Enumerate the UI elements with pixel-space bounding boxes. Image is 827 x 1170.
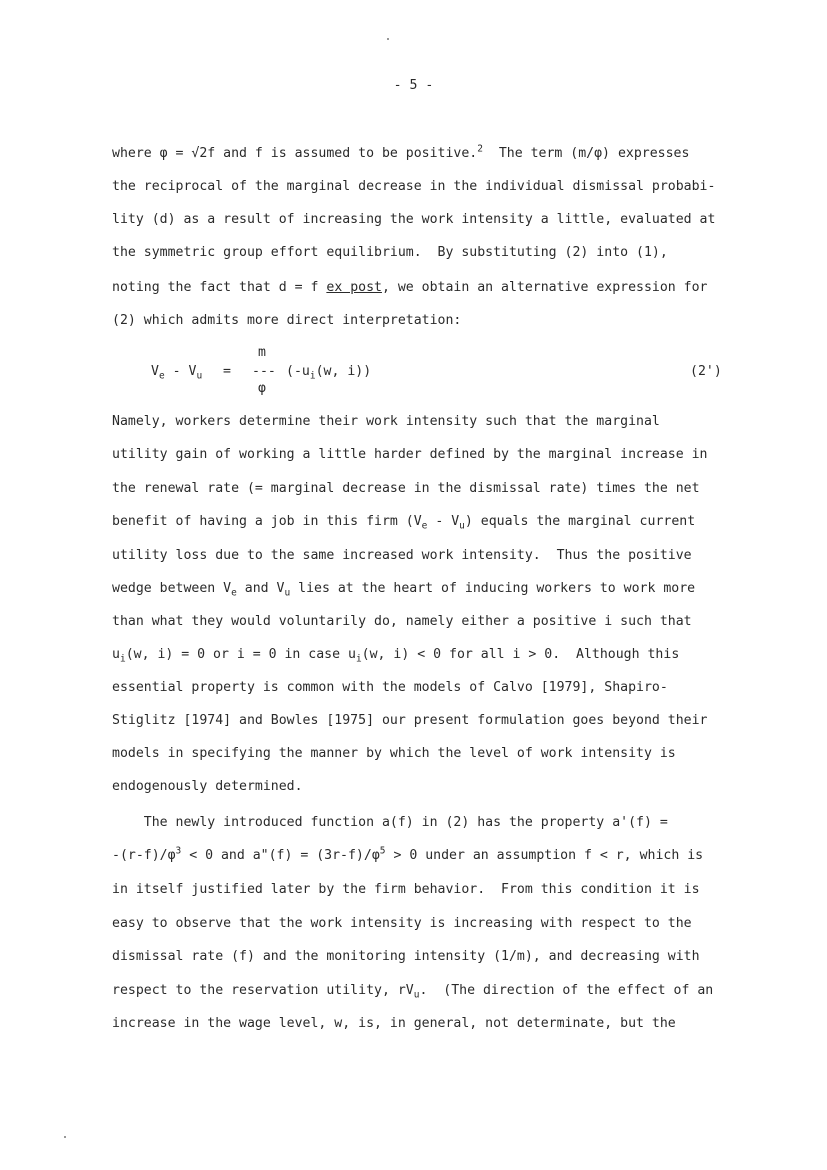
page-number: - 5 - <box>393 78 434 93</box>
text-line: $u_i(w$, i) = 0 or i = 0 in case $u_i(w$, i) < 0 for all i > 0. Although this <box>112 647 680 665</box>
text-line: Stiglitz [1974] and Bowles [1975] our present formulation goes beyond their <box>112 713 708 728</box>
text-line: lity (d) as a result of increasing the work intensity a little, evaluated at <box>112 212 716 227</box>
text-line: utility gain of working a little harder defined by the marginal increase in <box>112 447 708 462</box>
footnote-marker: 2 <box>477 143 483 155</box>
equals-sign: = <box>223 364 231 379</box>
fraction-bar: --- <box>252 364 276 379</box>
text-line: Namely, workers determine their work intensity such that the marginal <box>112 414 660 429</box>
text-line: endogenously determined. <box>112 779 303 794</box>
text-line: the symmetric group effort equilibrium. By substituting (2) into (1), <box>112 245 668 260</box>
equation-rhs: ($-u_i(w$, i)) <box>286 364 372 382</box>
fraction-numerator: m <box>258 345 266 360</box>
text-line: wedge between $V_e$ and $V_u$ lies at the heart of inducing workers to work more <box>112 581 696 599</box>
text-line: respect to the reservation utility, $rV_u$. (The direction of the effect of an <box>112 983 714 1001</box>
text-line: increase in the wage level, w, is, in general, not determinate, but the <box>112 1016 676 1031</box>
equation-lhs: $V_e - V_u$ <box>151 364 203 382</box>
text-line: the renewal rate (= marginal decrease in the dismissal rate) times the net <box>112 481 700 496</box>
italic-term: ex post <box>326 280 382 295</box>
scan-speck <box>64 1136 66 1138</box>
text-line: benefit of having a job in this firm $(V_e - V_u)$ equals the marginal current <box>112 514 696 532</box>
text-line: where φ = √2f and f is assumed to be positive.$^2$ The term (m/φ) expresses <box>112 143 690 161</box>
text-line: models in specifying the manner by which the level of work intensity is <box>112 746 676 761</box>
text-line: utility loss due to the same increased work intensity. Thus the positive <box>112 548 692 563</box>
text-line: The newly introduced function a(f) in (2) has the property a'(f) = <box>112 815 668 830</box>
scan-speck <box>387 38 389 40</box>
text-line: the reciprocal of the marginal decrease in the individual dismissal probabi- <box>112 179 716 194</box>
text-line: $-(r-f)/\varphi^3 < 0$ and a"(f) = $(3r-f)/\varphi^5 > 0$ under an assumption f < r, which is <box>112 845 704 863</box>
text-line: easy to observe that the work intensity is increasing with respect to the <box>112 916 692 931</box>
fraction-denominator: φ <box>258 381 266 396</box>
text-line: noting the fact that d = f ex post, we obtain an alternative expression for <box>112 280 708 295</box>
text-line: essential property is common with the models of Calvo [1979], Shapiro- <box>112 680 668 695</box>
text-line: dismissal rate (f) and the monitoring intensity (1/m), and decreasing with <box>112 949 700 964</box>
text-line: in itself justified later by the firm behavior. From this condition it is <box>112 882 700 897</box>
text-line: than what they would voluntarily do, namely either a positive i such that <box>112 614 692 629</box>
equation-number: (2') <box>690 364 722 379</box>
text-line: (2) which admits more direct interpretation: <box>112 313 462 328</box>
